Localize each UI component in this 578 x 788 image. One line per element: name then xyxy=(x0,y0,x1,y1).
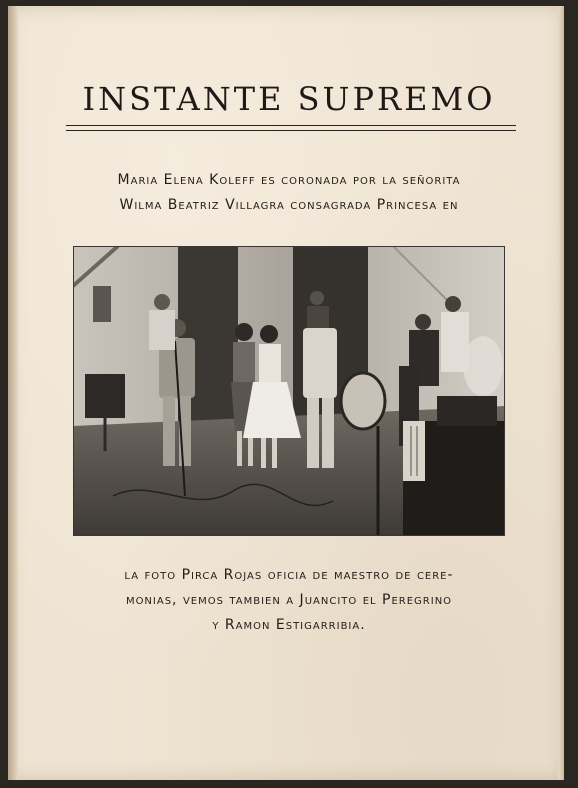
page-title: INSTANTE SUPREMO xyxy=(82,80,496,118)
photo-light-spot xyxy=(463,336,503,396)
caption-bottom-line-3: y Ramon Estigarribia. xyxy=(212,617,366,633)
photo-bass-drum xyxy=(341,373,385,429)
caption-bottom xyxy=(0,563,578,638)
page-spine xyxy=(8,6,18,780)
caption-top xyxy=(0,168,578,218)
caption-bottom-line-2: monias, vemos tambien a Juancito el Peregrino xyxy=(125,592,453,608)
caption-top-line-2: Wilma Beatriz Villagra consagrada Princesa en xyxy=(119,197,459,213)
title-rule-top xyxy=(66,125,516,126)
caption-bottom-line-1: la foto Pirca Rojas oficia de maestro de cere- xyxy=(124,567,454,583)
photo-wall-frame xyxy=(93,286,111,322)
caption-top-line-1: Maria Elena Koleff es coronada por la señorita xyxy=(117,172,461,188)
event-photograph xyxy=(73,246,505,536)
title-rule-bottom xyxy=(66,130,516,131)
photo-music-stand xyxy=(85,374,125,418)
page-edge xyxy=(558,6,564,780)
